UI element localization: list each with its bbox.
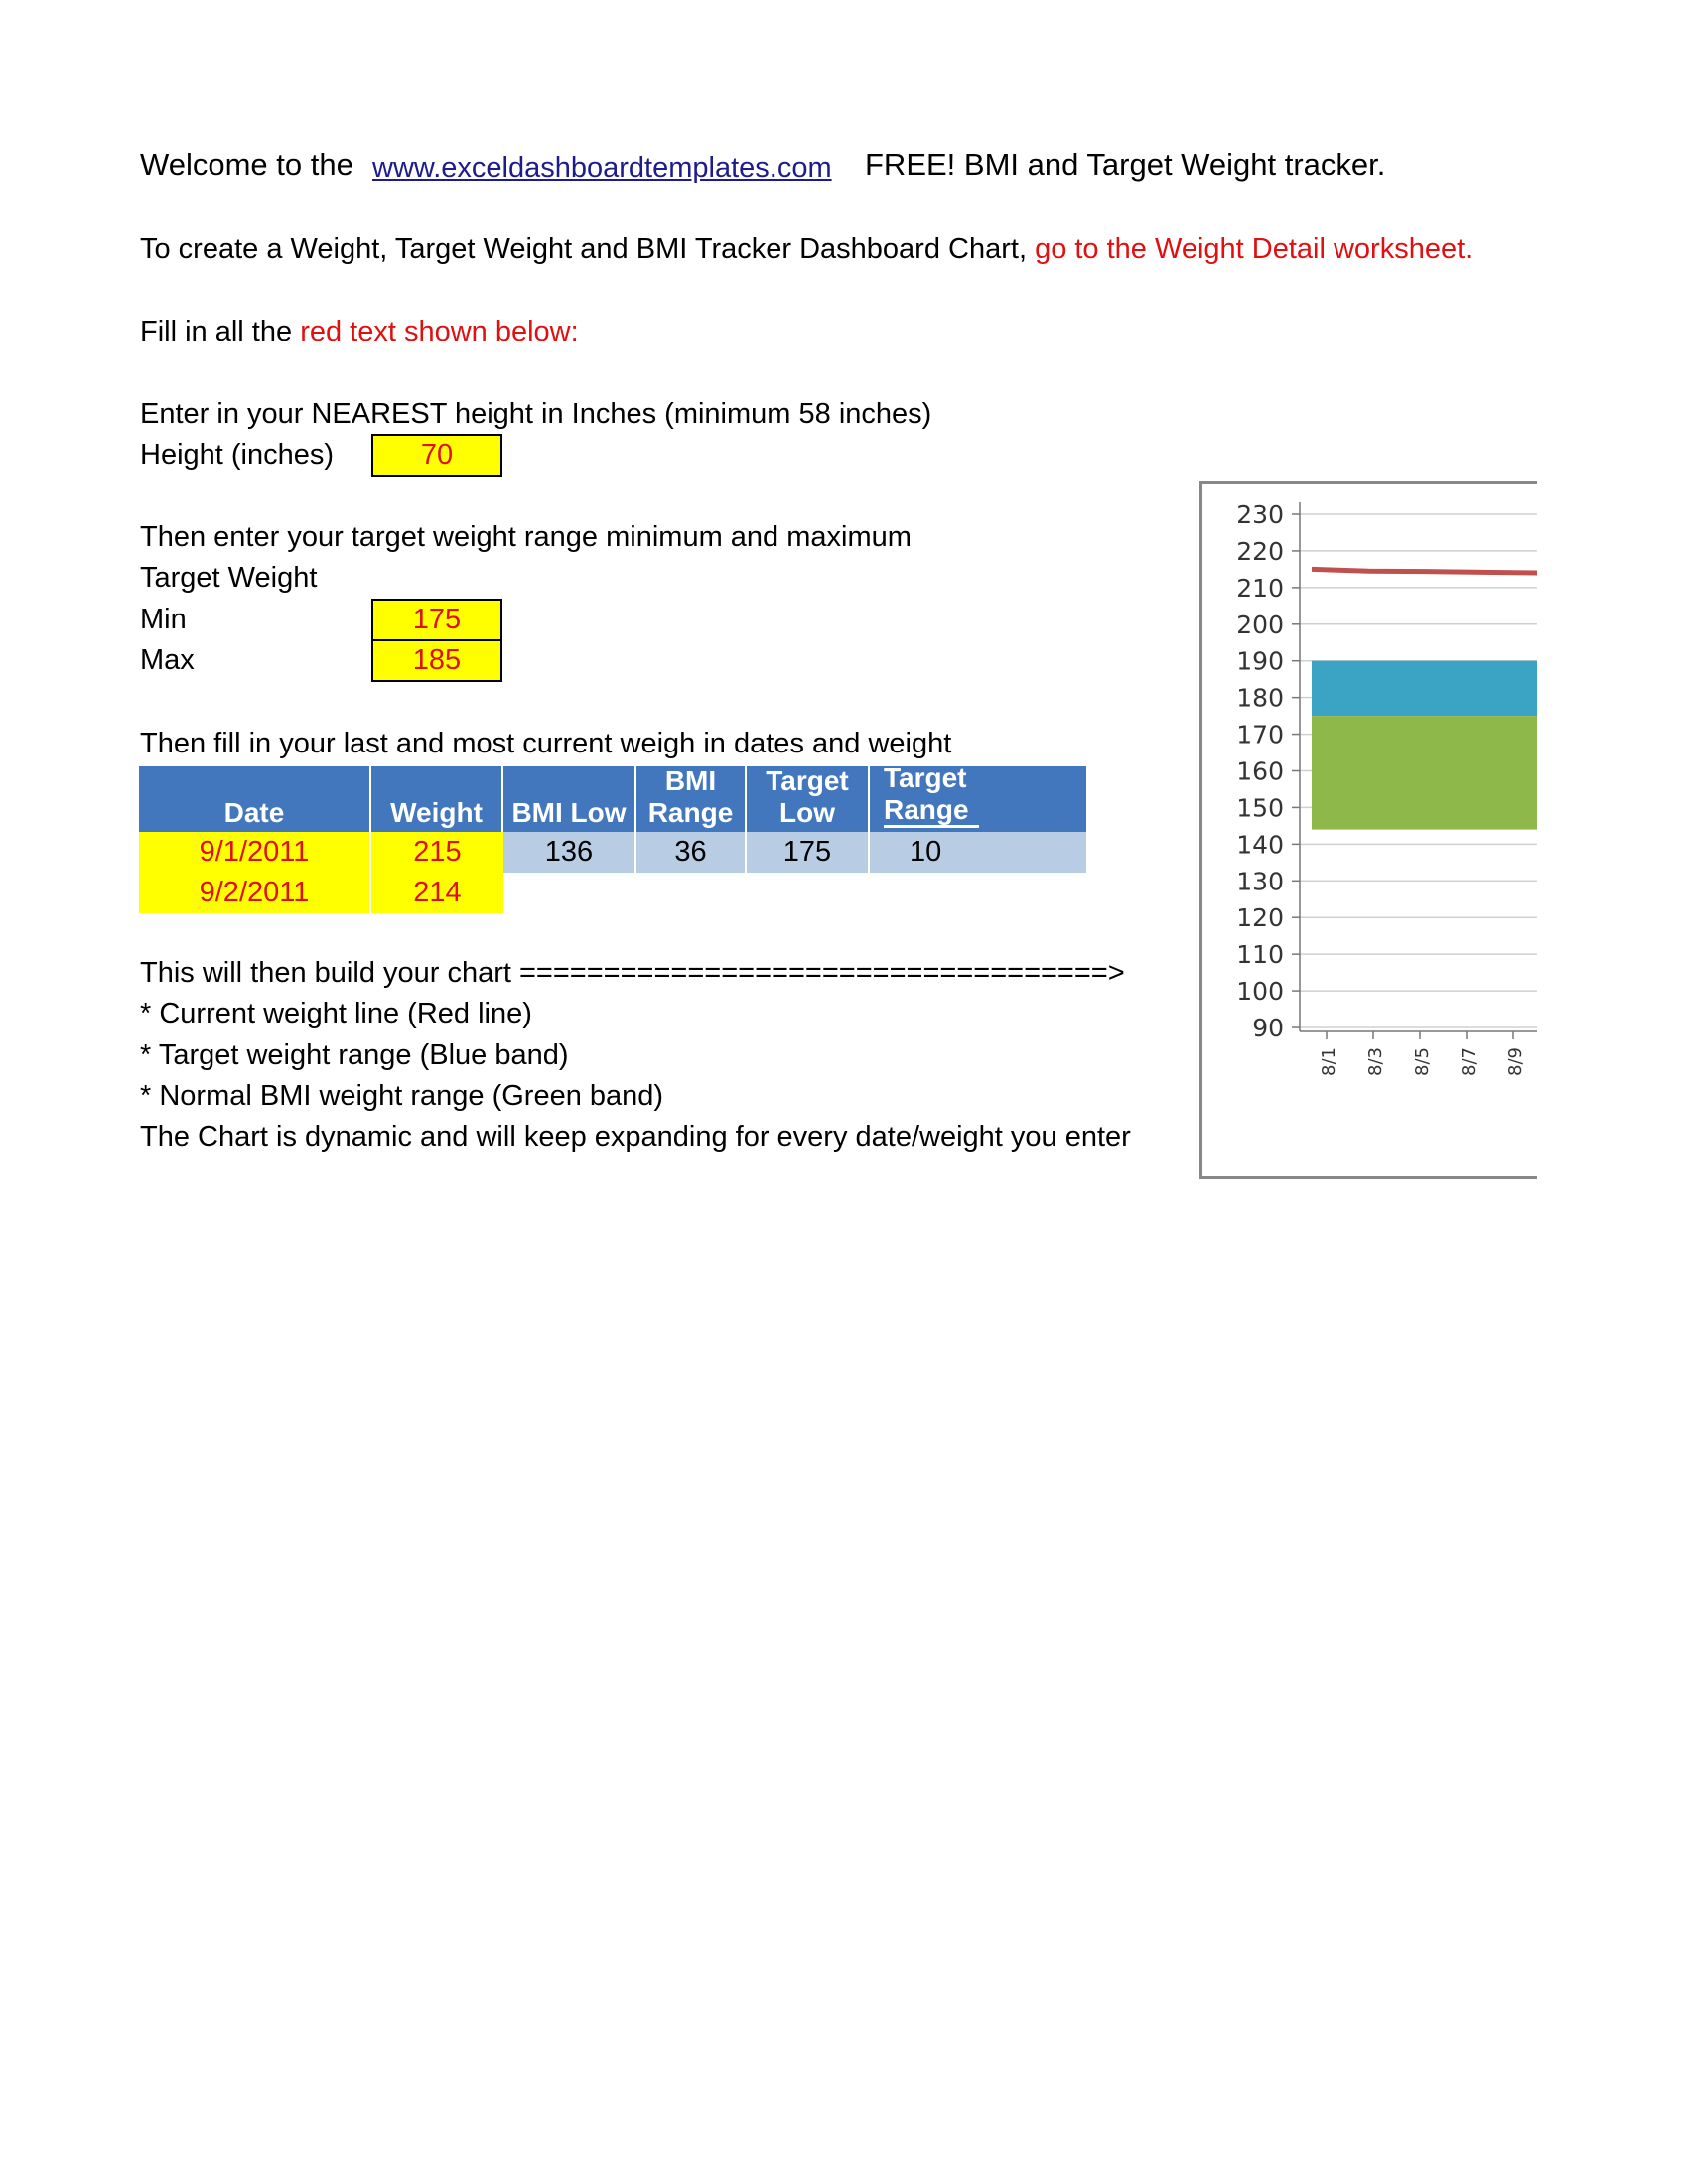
- row1-bmi-low: 136: [503, 832, 636, 873]
- x-tick-label: 8/9: [1505, 1047, 1526, 1076]
- weighin-instruction: Then fill in your last and most current weigh in dates and weight: [140, 728, 952, 759]
- fill-instruction: [140, 318, 579, 346]
- height-label: Height (inches): [140, 439, 335, 471]
- row1-weight[interactable]: 215: [371, 832, 503, 873]
- weight-chart-svg: [1202, 484, 1537, 1179]
- y-tick-label: 120: [1236, 903, 1284, 933]
- y-tick-label: 150: [1236, 793, 1284, 823]
- target-max-label: Max: [140, 644, 195, 676]
- build-note: This will then build your chart ===================================>: [140, 957, 1125, 989]
- header-bmi-range: BMI Range: [636, 766, 747, 832]
- row1-target-range: 10: [870, 832, 1086, 873]
- create-instruction: [140, 235, 1473, 264]
- target-instruction: Then enter your target weight range minimum and maximum: [140, 521, 912, 553]
- weight-band: [1312, 661, 1537, 716]
- y-tick-label: 130: [1236, 867, 1284, 896]
- target-min-label: Min: [140, 604, 187, 635]
- y-tick-label: 90: [1252, 1014, 1284, 1042]
- current-weight-line: [1312, 569, 1537, 573]
- y-tick-label: 230: [1236, 500, 1284, 529]
- y-tick-label: 220: [1236, 536, 1284, 566]
- height-instruction: Enter in your NEAREST height in Inches (minimum 58 inches): [140, 398, 932, 430]
- row1-bmi-range: 36: [636, 832, 747, 873]
- x-tick-label: 8/1: [1319, 1047, 1339, 1076]
- fill-text: Fill in all the: [140, 316, 293, 347]
- y-tick-label: 160: [1236, 756, 1284, 786]
- target-min-input[interactable]: 175: [371, 599, 502, 641]
- bullet-green-band: * Normal BMI weight range (Green band): [140, 1080, 664, 1112]
- header-bmi-low: BMI Low: [503, 766, 636, 832]
- target-heading: Target Weight: [140, 562, 318, 594]
- dynamic-note: The Chart is dynamic and will keep expanding for every date/weight you enter: [140, 1121, 1131, 1153]
- row2-weight[interactable]: 214: [371, 873, 503, 913]
- row1-date[interactable]: 9/1/2011: [139, 832, 371, 873]
- y-tick-label: 140: [1236, 830, 1284, 860]
- x-tick-label: 8/3: [1365, 1047, 1386, 1076]
- tagline-text: FREE! BMI and Target Weight tracker.: [865, 147, 1386, 182]
- bullet-blue-band: * Target weight range (Blue band): [140, 1039, 569, 1071]
- create-red-text: go to the Weight Detail worksheet.: [1035, 233, 1474, 265]
- header-date: Date: [139, 766, 371, 832]
- row2-date[interactable]: 9/2/2011: [139, 873, 371, 913]
- bullet-red-line: * Current weight line (Red line): [140, 998, 532, 1029]
- y-tick-label: 170: [1236, 720, 1284, 750]
- x-tick-label: 8/5: [1412, 1047, 1433, 1076]
- header-weight: Weight: [371, 766, 503, 832]
- x-tick-label: 8/7: [1459, 1047, 1479, 1076]
- y-tick-label: 180: [1236, 683, 1284, 713]
- weight-chart: [1199, 481, 1537, 1179]
- target-max-input[interactable]: 185: [371, 639, 502, 682]
- website-link[interactable]: www.exceldashboardtemplates.com: [372, 152, 832, 184]
- header-target-range: Target Range: [870, 766, 1086, 832]
- welcome-text: Welcome to the: [140, 147, 353, 182]
- header-target-low: Target Low: [747, 766, 870, 832]
- row1-target-low: 175: [747, 832, 870, 873]
- y-tick-label: 100: [1236, 977, 1284, 1007]
- y-tick-label: 210: [1236, 573, 1284, 603]
- height-input[interactable]: 70: [371, 434, 502, 477]
- y-tick-label: 190: [1236, 646, 1284, 676]
- create-text: To create a Weight, Target Weight and BMI Tracker Dashboard Chart,: [140, 233, 1027, 265]
- y-tick-label: 110: [1236, 940, 1284, 970]
- fill-red-text: red text shown below:: [300, 316, 579, 347]
- weight-band: [1312, 716, 1537, 829]
- y-tick-label: 200: [1236, 610, 1284, 639]
